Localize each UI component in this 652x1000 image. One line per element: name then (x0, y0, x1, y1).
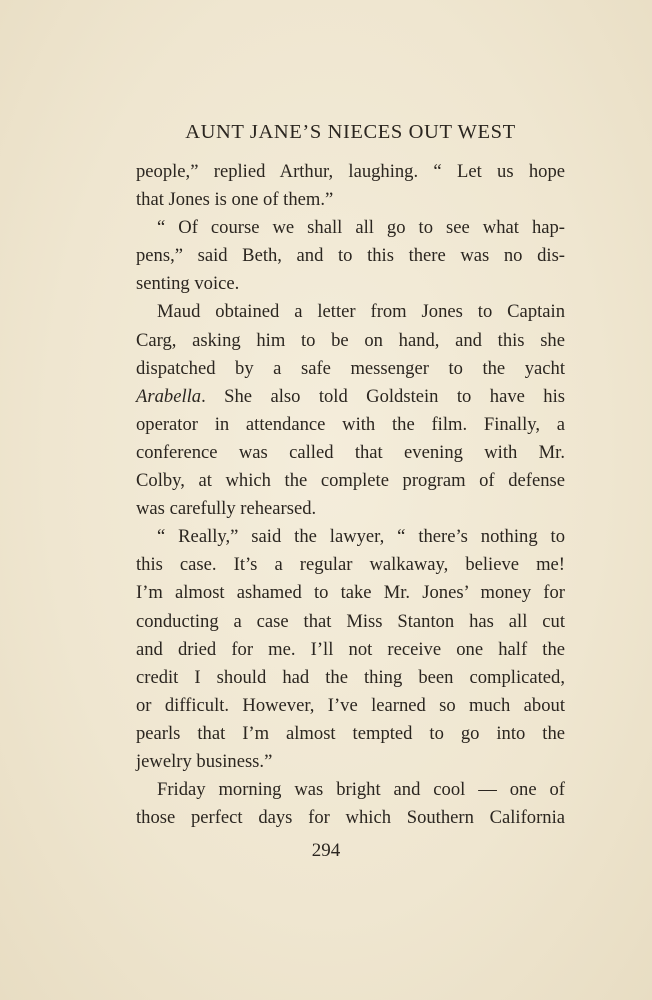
text-line: operator in attendance with the film. Finally, a (136, 413, 565, 435)
text-line: and dried for me. I’ll not receive one half the (136, 638, 565, 660)
text-line: Carg, asking him to be on hand, and this she (136, 329, 565, 351)
ship-name: Arabella (136, 385, 202, 407)
text-line: jewelry business.” (136, 750, 273, 772)
text-line: Colby, at which the complete program of defense (136, 470, 565, 492)
text-line: conducting a case that Miss Stanton has all cut (136, 610, 565, 632)
text-line: pearls that I’m almost tempted to go into the (136, 722, 565, 744)
body-text (136, 158, 565, 832)
text-line: conference was called that evening with Mr. (136, 441, 565, 463)
text-line: this case. It’s a regular walkaway, believe me! (136, 554, 565, 576)
text-line: Arabella. She also told Goldstein to have his (136, 385, 565, 407)
text-line: people,” replied Arthur, laughing. “ Let us hope (136, 161, 565, 182)
text-line: “ Of course we shall all go to see what hap- (157, 217, 565, 239)
text-line: or difficult. However, I’ve learned so much about (136, 694, 565, 716)
text-line: Friday morning was bright and cool — one of (157, 779, 565, 801)
text-line: senting voice. (136, 273, 240, 295)
page-number: 294 (311, 840, 341, 861)
text-line: dispatched by a safe messenger to the yacht (136, 357, 565, 379)
running-head: AUNT JANE’S NIECES OUT WEST (185, 121, 516, 143)
text-line: pens,” said Beth, and to this there was no dis- (136, 245, 565, 267)
text-line: Maud obtained a letter from Jones to Captain (157, 301, 565, 323)
text-line: that Jones is one of them.” (136, 189, 334, 211)
text-line: “ Really,” said the lawyer, “ there’s nothing to (157, 526, 565, 548)
text-line: credit I should had the thing been complicated, (136, 666, 565, 688)
text-line: I’m almost ashamed to take Mr. Jones’ money for (136, 582, 565, 604)
text-line: those perfect days for which Southern California (136, 807, 565, 829)
text-line: was carefully rehearsed. (136, 498, 317, 520)
